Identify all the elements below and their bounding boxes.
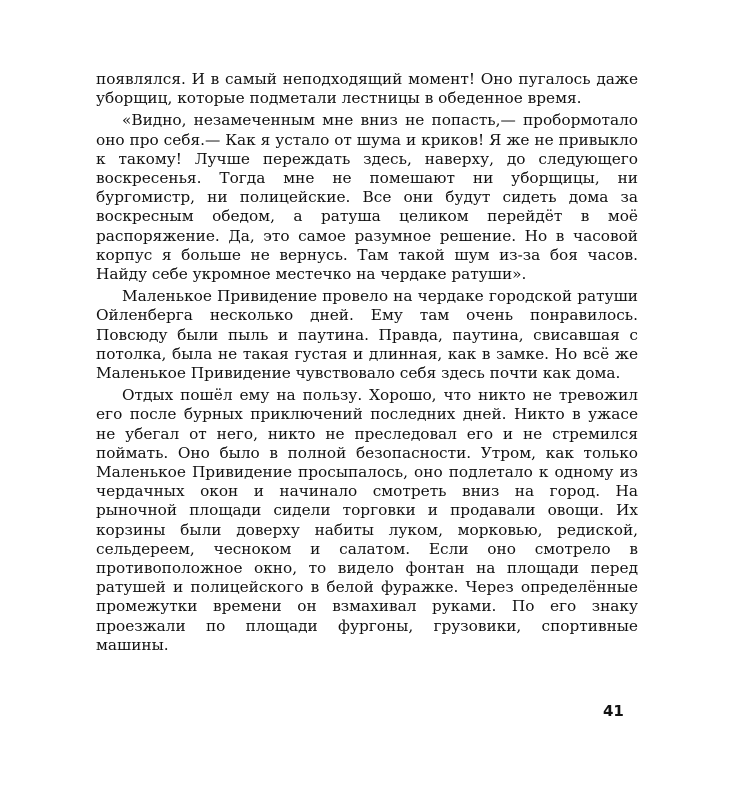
paragraph-ghost-monologue: «Видно, незамеченным мне вниз не попасть,— пробормотало оно про себя.— Как я устало от шума и криков! Я же не привыкло к такому! Лучше переждать здесь, наверху, до следующего воскресенья. Тогда мне не помешают ни уборщицы, ни бургомистр, ни полицейские. Все они будут сидеть дома за воскресным обедом, а ратуша целиком перейдёт в моё распоряжение. Да, это самое разумное решение. Но в часовой корпус я больше не вернусь. Там такой шум из-за боя часов. Найду себе укромное местечко на чердаке ратуши». [96, 111, 638, 284]
paragraph-attic: Маленькое Привидение провело на чердаке городской ратуши Ойленберга несколько дней. Ему там очень понравилось. Повсюду были пыль и паутина. Правда, паутина, свисавшая с потолка, была не такая густая и длинная, как в замке. Но всё же Маленькое Привидение чувствовало себя здесь почти как дома. [96, 287, 638, 383]
book-page-text [96, 70, 638, 655]
paragraph-rest: Отдых пошёл ему на пользу. Хорошо, что никто не тревожил его после бурных приключений последних дней. Никто в ужасе не убегал от него, никто не преследовал его и не стремился поймать. Оно было в полной безопасности. Утром, как только Маленькое Привидение просыпалось, оно подлетало к одному из чердачных окон и начинало смотреть вниз на город. На рыночной площади сидели торговки и продавали овощи. Их корзины были доверху набиты луком, морковью, редиской, сельдереем, чесноком и салатом. Если оно смотрело в противоположное окно, то видело фонтан на площади перед ратушей и полицейского в белой фуражке. Через определённые промежутки времени он взмахивал руками. По его знаку проезжали по площади фургоны, грузовики, спортивные машины. [96, 386, 638, 654]
page-number: 41 [603, 702, 624, 720]
paragraph-continuation: появлялся. И в самый неподходящий момент! Оно пугалось даже уборщиц, которые подметали лестницы в обеденное время. [96, 70, 638, 108]
